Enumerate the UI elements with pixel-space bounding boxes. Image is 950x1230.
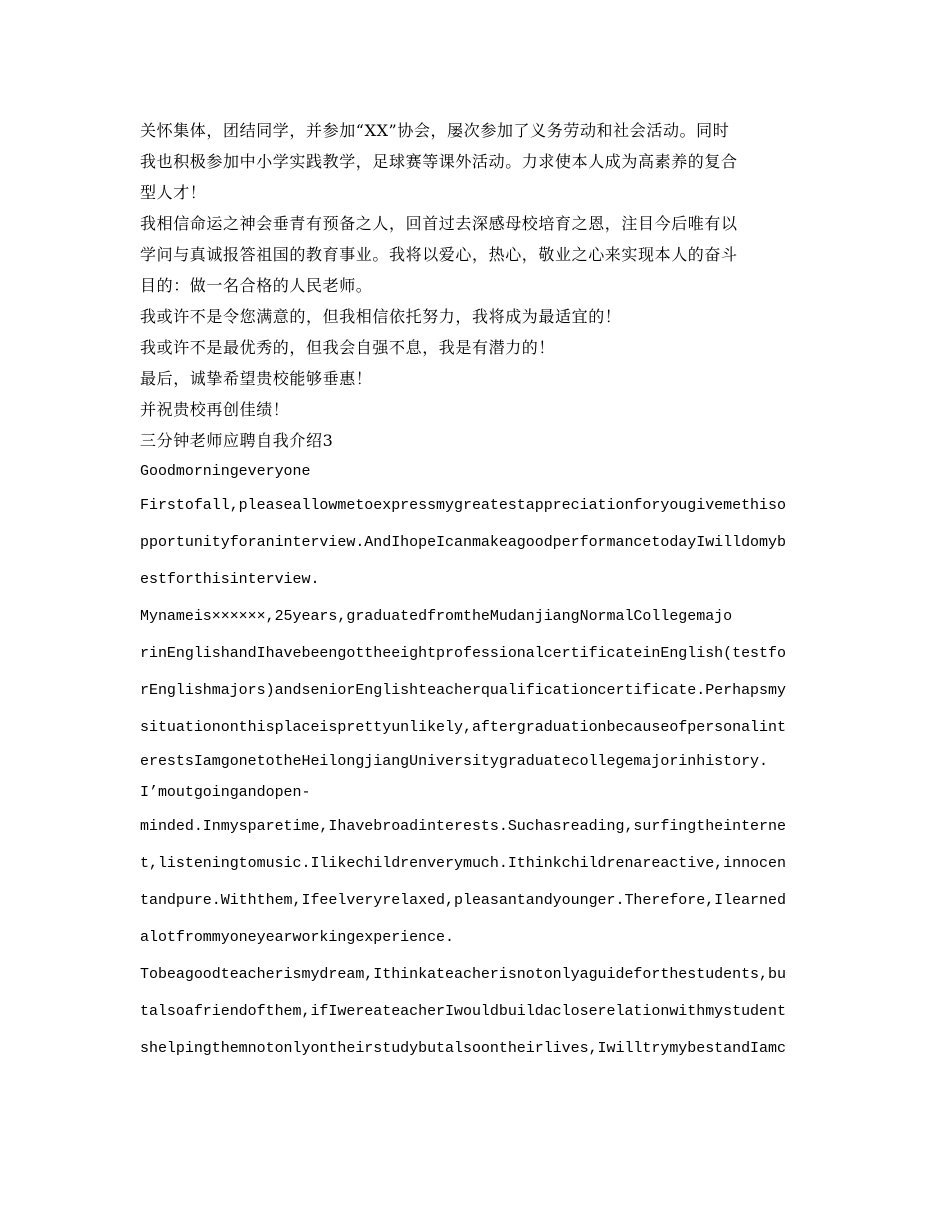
section-heading: 三分钟老师应聘自我介绍3 <box>140 431 334 450</box>
paragraph-line: rinEnglishandIhavebeengottheeightprofessionalcertificateinEnglish(testfo <box>140 645 786 662</box>
greeting-line: Goodmorningeveryone <box>140 463 311 480</box>
paragraph-line: Mynameis××××××,25years,graduatedfromtheMudanjiangNormalCollegemajo <box>140 608 733 625</box>
paragraph-line: 最后，诚挚希望贵校能够垂惠！ <box>140 369 373 388</box>
paragraph-line: 并祝贵校再创佳绩！ <box>140 400 290 419</box>
paragraph-line: alotfrommyoneyearworkingexperience. <box>140 929 455 946</box>
paragraph-line: 我相信命运之神会垂青有预备之人，回首过去深感母校培育之恩，注目今后唯有以 <box>140 214 738 233</box>
paragraph-line: 我也积极参加中小学实践教学，足球赛等课外活动。力求使本人成为高素养的复合 <box>140 152 738 171</box>
paragraph-line: Tobeagoodteacherismydream,Ithinkateacherisnotonlyaguideforthestudents,bu <box>140 966 786 983</box>
paragraph-line: rEnglishmajors)andseniorEnglishteacherqualificationcertificate.Perhapsmy <box>140 682 786 699</box>
paragraph-line: pportunityforaninterview.AndIhopeIcanmakeagoodperformancetodayIwilldomyb <box>140 534 786 551</box>
paragraph-line: estforthisinterview. <box>140 571 320 588</box>
paragraph-line: talsoafriendofthem,ifIwereateacherIwouldbuildacloserelationwithmystudent <box>140 1003 786 1020</box>
paragraph-line: erestsIamgonetotheHeilongjiangUniversitygraduatecollegemajorinhistory. <box>140 753 769 770</box>
paragraph-line: minded.Inmysparetime,Ihavebroadinterests.Suchasreading,surfingtheinterne <box>140 818 786 835</box>
paragraph-line: 我或许不是最优秀的，但我会自强不息，我是有潜力的！ <box>140 338 556 357</box>
paragraph-line: situationonthisplaceisprettyunlikely,aftergraduationbecauseofpersonalint <box>140 719 786 736</box>
paragraph-line: I’moutgoingandopen- <box>140 784 311 801</box>
paragraph-line: 型人才！ <box>140 183 207 202</box>
paragraph-line: tandpure.Withthem,Ifeelveryrelaxed,pleasantandyounger.Therefore,Ilearned <box>140 892 786 909</box>
paragraph-line: 我或许不是令您满意的，但我相信依托努力，我将成为最适宜的！ <box>140 307 622 326</box>
document-page <box>140 115 812 1067</box>
paragraph-line: Firstofall,pleaseallowmetoexpressmygreatestappreciationforyougivemethiso <box>140 497 786 514</box>
paragraph-line: t,listeningtomusic.Ilikechildrenverymuch.Ithinkchildrenareactive,innocen <box>140 855 786 872</box>
paragraph-line: 目的：做一名合格的人民老师。 <box>140 276 373 295</box>
paragraph-line: 学问与真诚报答祖国的教育事业。我将以爱心，热心，敬业之心来实现本人的奋斗 <box>140 245 738 264</box>
paragraph-line: shelpingthemnotonlyontheirstudybutalsoontheirlives,IwilltrymybestandIamc <box>140 1040 786 1057</box>
paragraph-line: 关怀集体，团结同学，并参加“XX”协会，屡次参加了义务劳动和社会活动。同时 <box>140 121 730 140</box>
